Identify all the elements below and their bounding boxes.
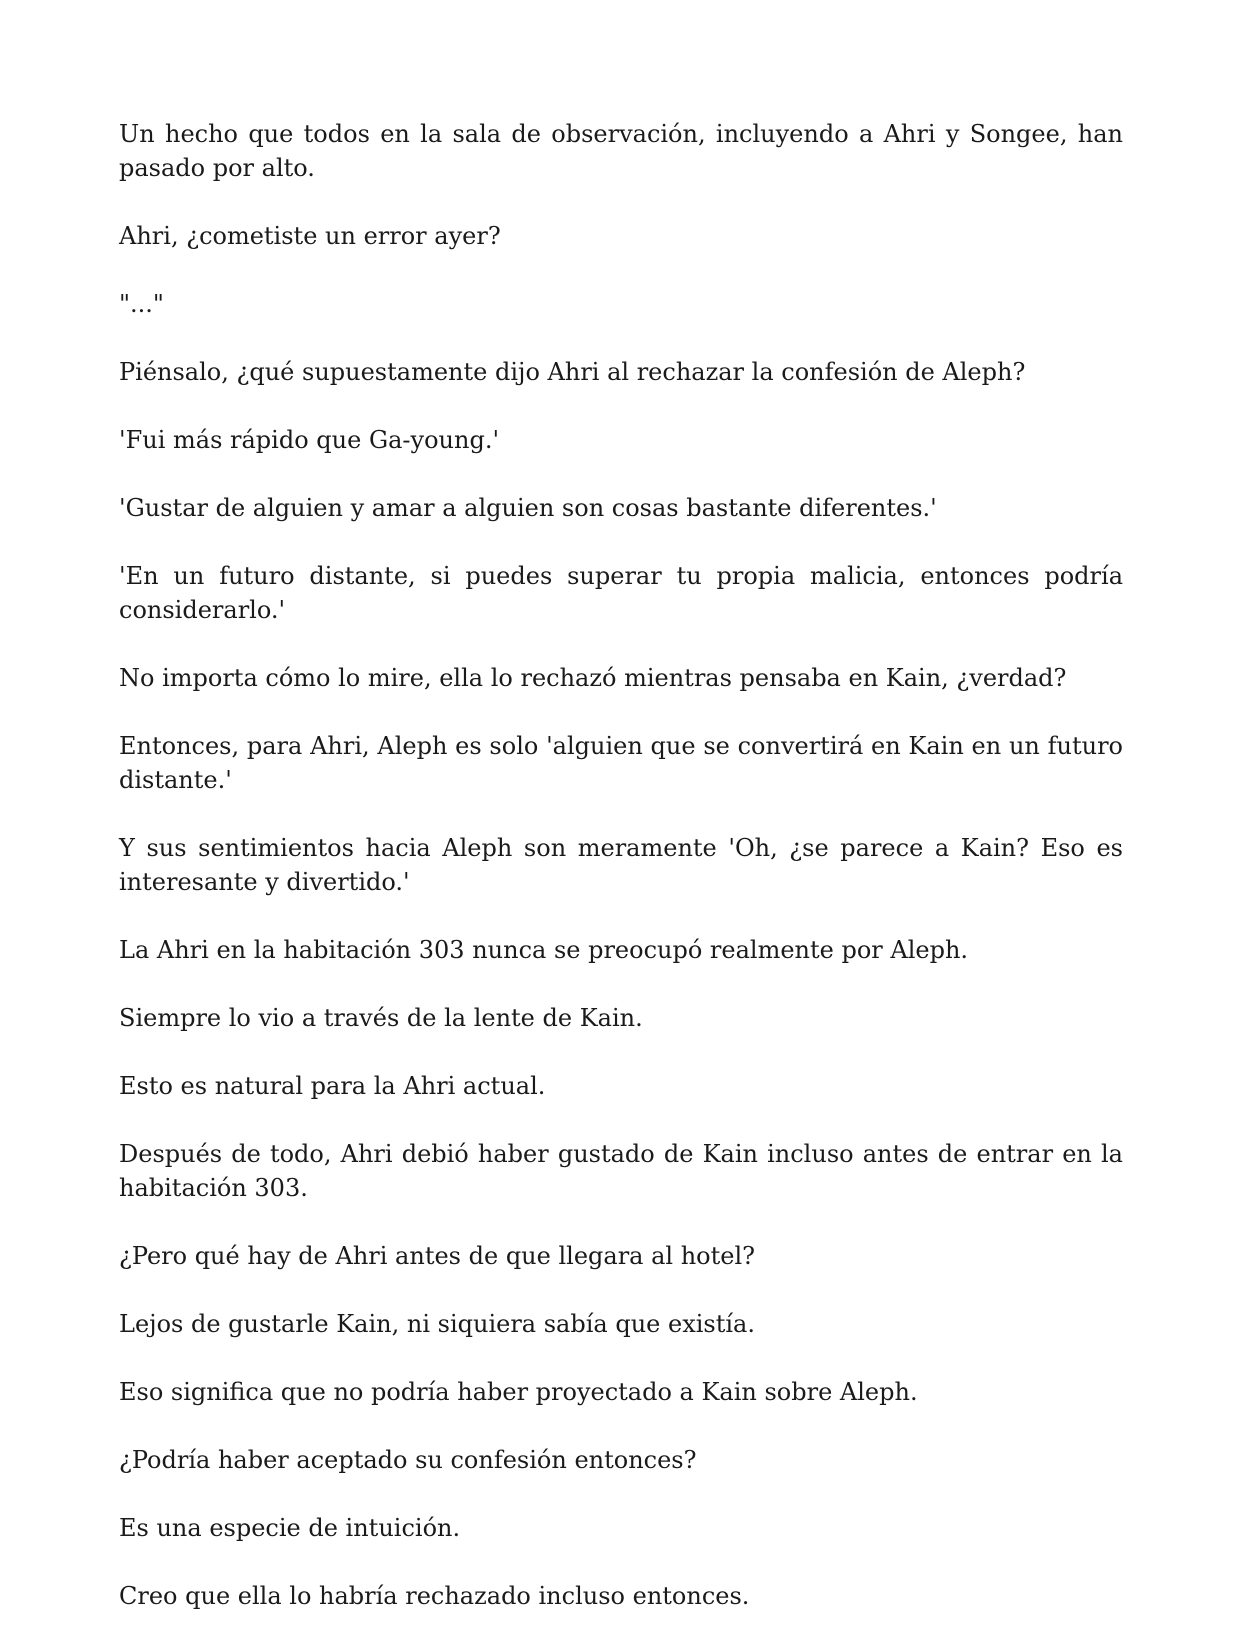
document-page xyxy=(119,117,1123,1647)
paragraph: Después de todo, Ahri debió haber gustado de Kain incluso antes de entrar en la habitación 303. xyxy=(119,1140,1123,1202)
paragraph: La Ahri en la habitación 303 nunca se preocupó realmente por Aleph. xyxy=(119,936,969,964)
paragraph: No importa cómo lo mire, ella lo rechazó mientras pensaba en Kain, ¿verdad? xyxy=(119,664,1067,692)
paragraph: Siempre lo vio a través de la lente de Kain. xyxy=(119,1004,643,1032)
paragraph: ¿Pero qué hay de Ahri antes de que llegara al hotel? xyxy=(119,1242,756,1270)
paragraph: Eso significa que no podría haber proyectado a Kain sobre Aleph. xyxy=(119,1378,918,1406)
paragraph: "..." xyxy=(119,290,164,318)
paragraph: Ahri, ¿cometiste un error ayer? xyxy=(119,222,501,250)
paragraph: Piénsalo, ¿qué supuestamente dijo Ahri al rechazar la confesión de Aleph? xyxy=(119,358,1026,386)
paragraph: Es una especie de intuición. xyxy=(119,1514,461,1542)
paragraph: ¿Podría haber aceptado su confesión entonces? xyxy=(119,1446,697,1474)
paragraph: Y sus sentimientos hacia Aleph son meramente 'Oh, ¿se parece a Kain? Eso es interesante y divertido.' xyxy=(119,834,1123,896)
paragraph: Un hecho que todos en la sala de observación, incluyendo a Ahri y Songee, han pasado por alto. xyxy=(119,120,1123,182)
paragraph: 'Gustar de alguien y amar a alguien son cosas bastante diferentes.' xyxy=(119,494,937,522)
paragraph: 'Fui más rápido que Ga-young.' xyxy=(119,426,500,454)
paragraph: Esto es natural para la Ahri actual. xyxy=(119,1072,546,1100)
paragraph: 'En un futuro distante, si puedes superar tu propia malicia, entonces podría considerarlo.' xyxy=(119,562,1123,624)
paragraph: Entonces, para Ahri, Aleph es solo 'alguien que se convertirá en Kain en un futuro distante.' xyxy=(119,732,1123,794)
paragraph: Creo que ella lo habría rechazado incluso entonces. xyxy=(119,1582,750,1610)
paragraph: Lejos de gustarle Kain, ni siquiera sabía que existía. xyxy=(119,1310,755,1338)
